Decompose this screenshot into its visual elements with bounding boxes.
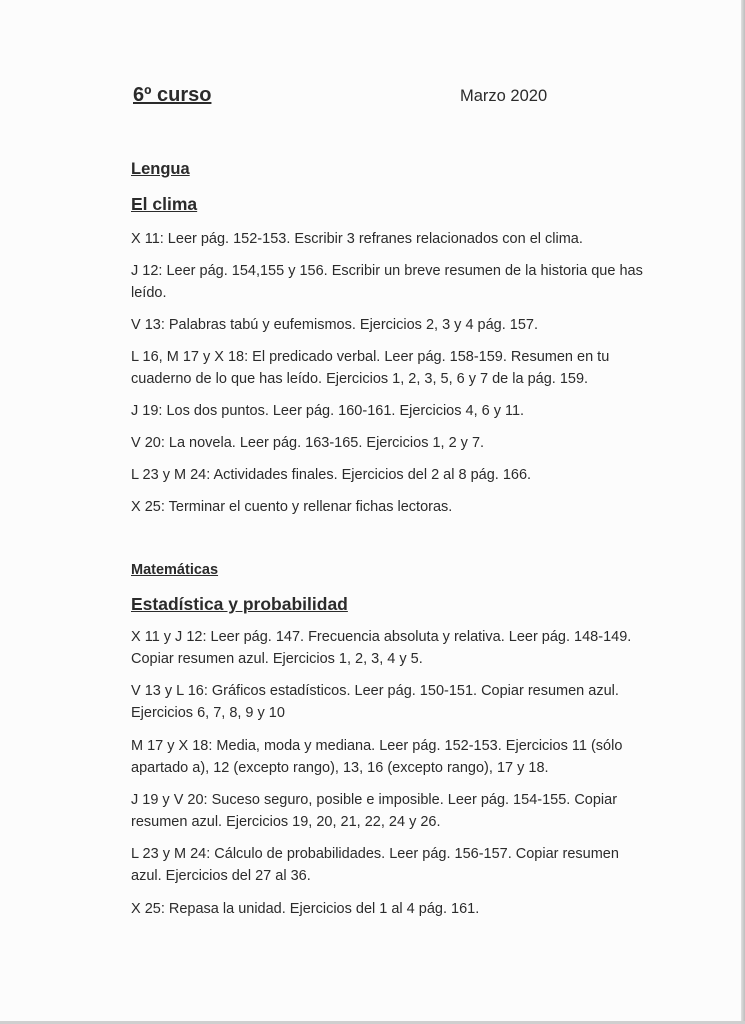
lengua-entry: V 20: La novela. Leer pág. 163-165. Ejercicios 1, 2 y 7. [131, 435, 485, 451]
topic-title-matematicas: Estadística y probabilidad [131, 594, 348, 614]
lengua-entry: J 12: Leer pág. 154,155 y 156. Escribir un breve resumen de la historia que has leído. [131, 263, 643, 301]
lengua-entry: V 13: Palabras tabú y eufemismos. Ejercicios 2, 3 y 4 pág. 157. [131, 317, 539, 333]
page-edge-shadow [741, 0, 745, 1024]
lengua-entry: J 19: Los dos puntos. Leer pág. 160-161. Ejercicios 4, 6 y 11. [131, 403, 525, 419]
matematicas-entry: M 17 y X 18: Media, moda y mediana. Leer pág. 152-153. Ejercicios 11 (sólo apartado a), 12 (excepto rango), 13, 16 (excepto rango), 17 y 18. [131, 738, 623, 776]
topic-title-lengua: El clima [131, 194, 198, 214]
lengua-entry: L 16, M 17 y X 18: El predicado verbal. Leer pág. 158-159. Resumen en tu cuaderno de lo que has leído. Ejercicios 1, 2, 3, 5, 6 y 7 de la pág. 159. [131, 349, 610, 387]
lengua-entry: X 11: Leer pág. 152-153. Escribir 3 refranes relacionados con el clima. [131, 231, 583, 247]
matematicas-entry: V 13 y L 16: Gráficos estadísticos. Leer pág. 150-151. Copiar resumen azul. Ejercicios 6, 7, 8, 9 y 10 [131, 683, 619, 721]
matematicas-entry: X 11 y J 12: Leer pág. 147. Frecuencia absoluta y relativa. Leer pág. 148-149. Copiar resumen azul. Ejercicios 1, 2, 3, 4 y 5. [131, 629, 632, 667]
matematicas-entry: L 23 y M 24: Cálculo de probabilidades. Leer pág. 156-157. Copiar resumen azul. Ejercicios del 27 al 36. [131, 846, 619, 884]
document-date: Marzo 2020 [460, 87, 548, 105]
matematicas-entry: J 19 y V 20: Suceso seguro, posible e imposible. Leer pág. 154-155. Copiar resumen azul. Ejercicios 19, 20, 21, 22, 24 y 26. [131, 792, 618, 830]
course-title: 6º curso [133, 84, 212, 106]
lengua-entry: X 25: Terminar el cuento y rellenar fichas lectoras. [131, 499, 453, 515]
lengua-entry: L 23 y M 24: Actividades finales. Ejercicios del 2 al 8 pág. 166. [131, 467, 532, 483]
matematicas-entry: X 25: Repasa la unidad. Ejercicios del 1 al 4 pág. 161. [131, 901, 480, 917]
section-title-lengua: Lengua [131, 160, 190, 178]
section-title-matematicas: Matemáticas [131, 562, 219, 578]
